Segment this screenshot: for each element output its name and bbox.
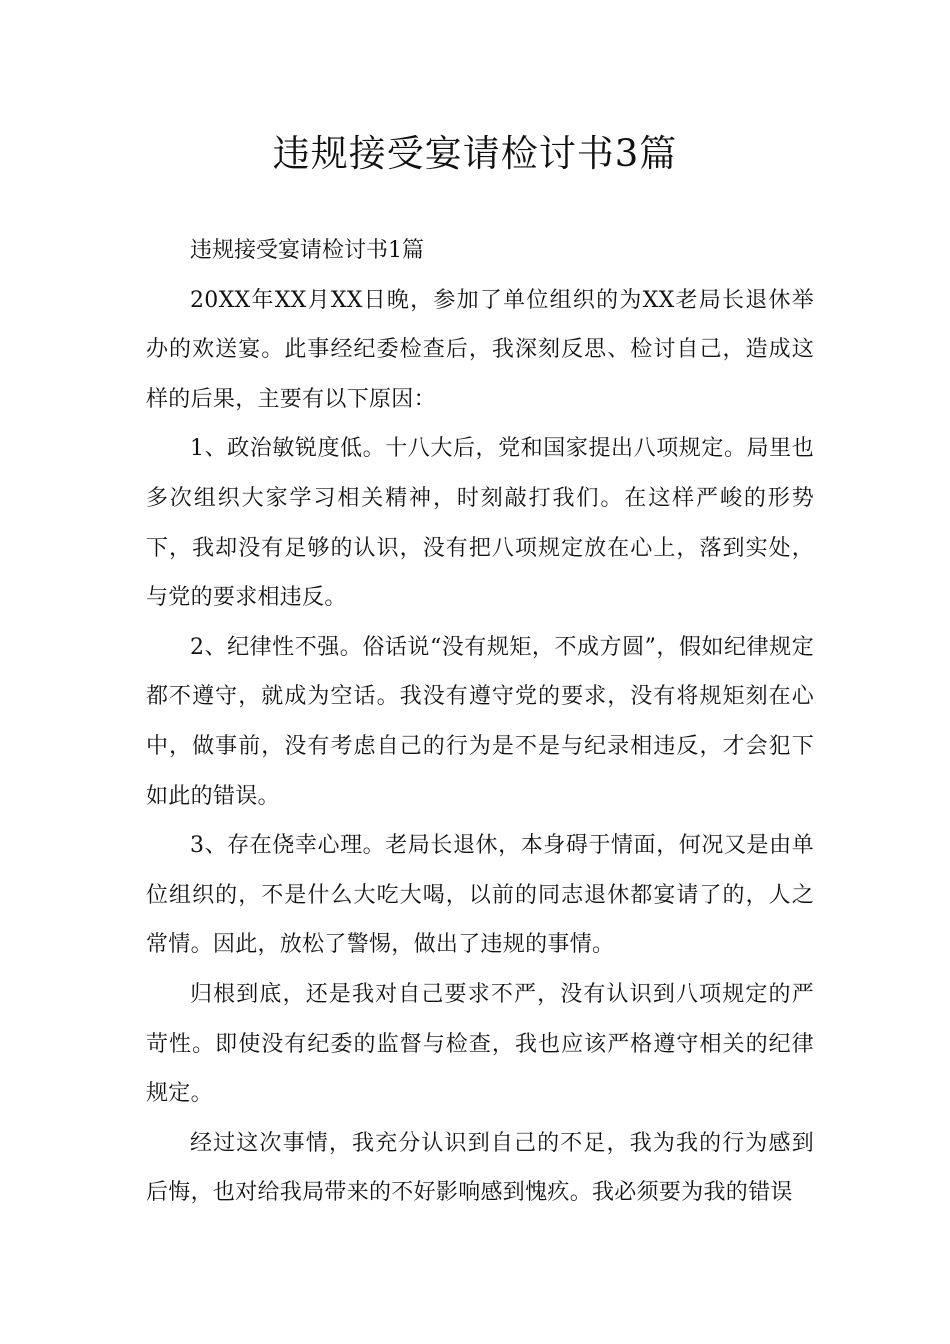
section-heading: 违规接受宴请检讨书1篇 — [190, 238, 424, 263]
paragraph-intro: 20XX年XX月XX日晚，参加了单位组织的为XX老局长退休举办的欢送宴。此事经纪委检查后，我深刻反思、检讨自己，造成这样的后果，主要有以下原因： — [146, 287, 814, 412]
paragraph-reason-3: 3、存在侥幸心理。老局长退休，本身碍于情面，何况又是由单位组织的，不是什么大吃大喝，以前的同志退休都宴请了的，人之常情。因此，放松了警惕，做出了违规的事情。 — [146, 833, 814, 958]
paragraph-reflection: 经过这次事情，我充分认识到自己的不足，我为我的行为感到后悔，也对给我局带来的不好影响感到愧疚。我必须要为我的错误 — [146, 1130, 814, 1206]
document-title: 违规接受宴请检讨书3篇 — [272, 132, 678, 175]
paragraph-reason-1: 1、政治敏锐度低。十八大后，党和国家提出八项规定。局里也多次组织大家学习相关精神，时刻敲打我们。在这样严峻的形势下，我却没有足够的认识，没有把八项规定放在心上，落到实处，与党的要求相违反。 — [146, 436, 814, 611]
paragraph-reason-2: 2、纪律性不强。俗话说“没有规矩，不成方圆”，假如纪律规定都不遵守，就成为空话。我没有遵守党的要求，没有将规矩刻在心中，做事前，没有考虑自己的行为是不是与纪录相违反，才会犯下如此的错误。 — [146, 634, 814, 809]
document-body — [146, 226, 814, 1218]
paragraph-conclusion: 归根到底，还是我对自己要求不严，没有认识到八项规定的严苛性。即使没有纪委的监督与检查，我也应该严格遵守相关的纪律规定。 — [146, 981, 814, 1107]
